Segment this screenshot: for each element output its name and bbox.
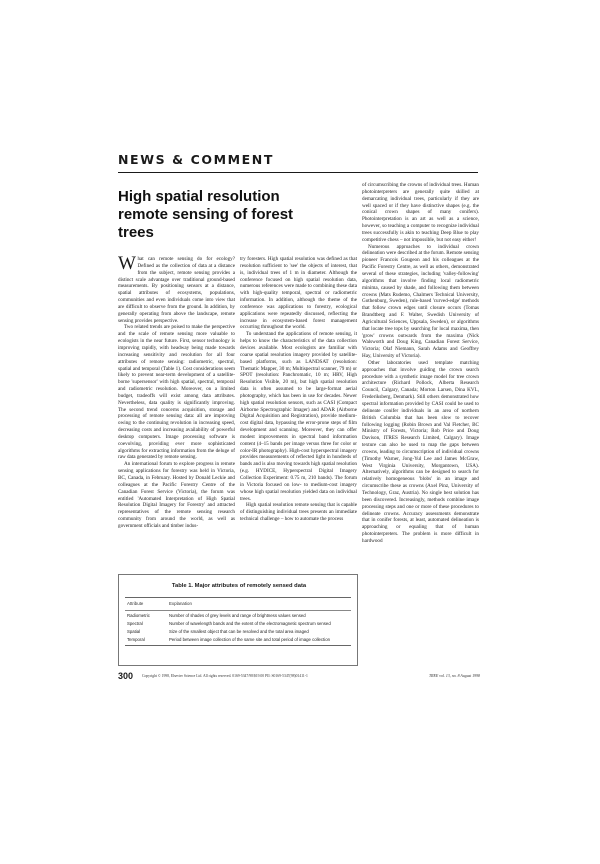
table-cell-attribute: Temporal (127, 637, 145, 642)
paragraph: High spatial resolution remote sensing that is capable of distinguishing individual trees presents an immediate technical challenge – how to automate the process (240, 502, 357, 523)
paragraph: of circumscribing the crowns of individual trees. Human photointerpreters are generally quite skilled at demarcating individual trees, particularly if they are well spaced or if they have distinctive shapes (e.g. the conical crown shapes of many conifers). Photointerpretation is an art as well as a science, however, so teaching a computer to recognize individual trees successfully is akin to teaching Deep Blue to play competitive chess – not impossible, but not easy either! (362, 182, 479, 243)
paragraph: Numerous approaches to individual crown delineation were described at the forum. Remote sensing pioneer Francois Gougeon and his colleagues at the Pacific Forestry Centre, as well as others, demonstrated several of these strategies, including 'valley-following' algorithms that involve finding local radiometric minima, caused by shade, and following them between crowns (Mats Rudemo, Chalmers Technical University, Gothenburg, Sweden), rule-based 'curved-edge' methods that follow crown edges until closure occurs (Tomas Brandtberg and F. Walter, Swedish University of Agricultural Sciences, Uppsala, Sweden), or algorithms that locate tree tops by searching for local maxima, then 'grow' crowns outwards from the maxima (Nick Walsworth and Doug King, Canadian Forest Service, Victoria; Olaf Niemann, Sarah Adams and Geoffrey Hay, University of Victoria). (362, 243, 479, 360)
paragraph: To understand the applications of remote sensing, it helps to know the characteristics of the data collection devices available. Most ecologists are familiar with coarse spatial resolution imagery provided by satellite-based platforms, such as LANDSAT (resolution: Thematic Mapper, 30 m; Multispectral scanner, 79 m) or SPOT (resolution: Panchromatic, 10 m; HRV, High Resolution Visible, 20 m), but high spatial resolution data is often assumed to be large-format aerial photography, which has been in use for decades. Newer high spatial resolution sensors, such as CASI (Compact Airborne Spectrographic Imager) and ADAR (Airborne Digital Acquisition and Registration), provide medium-cost digital data, bypassing the error-prone steps of film development and scanning. Moreover, they can offer modest improvements in spectral band information content (4–15 bands per image versus three for color or color-IR photography). High-cost hyperspectral imagery provides measurements of reflected light in hundreds of bands and is also moving towards high spatial resolution (e.g. HYDICE, Hyperspectral Digital Imagery Collection Experiment: 0.75 m, 210 bands). The forum in Victoria focused on low- to medium-cost imagery whose high spatial resolution yielded data on individual trees. (240, 331, 357, 502)
paragraph-text: hat can remote sensing do for ecology? Defined as the collection of data at a distance from the subject, remote sensing provides a distinct scale advantage over traditional ground-based measurements. By positioning sensors at a distance, spatial attributes of ecosystems, populations, communities and even individuals come into view that are difficult to observe from the ground. In addition, by generally operating from above the landscape, remote sensing provides perspective. (118, 256, 235, 324)
section-label: NEWS & COMMENT (118, 152, 274, 167)
table-cell-explanation: Number of shades of grey levels and range of brightness values sensed (169, 613, 306, 618)
body-column-1 (118, 253, 235, 530)
article-title: High spatial resolution remote sensing of forest trees (118, 188, 294, 241)
table-rule (125, 645, 351, 646)
paragraph: try foresters. High spatial resolution was defined as that resolution sufficient to 'see' the objects of interest, that is, individual trees of 1 m in diameter. Although the conference focused on high spatial resolution data, numerous references were made to combining these data with high-quality temporal, spectral or radiometric information. In addition, although the theme of the conference was applications to forestry, ecological applications were repeatedly discussed, reflecting the increase in ecosystem-based forest management occurring throughout the world. (240, 256, 357, 331)
table-cell-explanation: Number of wavelength bands and the extent of the electromagnetic spectrum sensed (169, 621, 331, 626)
table-cell-explanation: Period between image collection of the same site and total period of image collection (169, 637, 330, 642)
table-header-attribute: Attribute (127, 601, 144, 606)
drop-cap: W (118, 253, 136, 274)
paragraph (118, 253, 235, 324)
table-cell-attribute: Radiometric (127, 613, 150, 618)
table-rule (125, 597, 351, 598)
table-rule (125, 610, 351, 611)
table-header-explanation: Explanation (169, 601, 192, 606)
journal-citation: TREE vol. 13, no. 8 August 1998 (428, 674, 480, 678)
body-column-2 (240, 256, 357, 523)
section-header (118, 153, 478, 175)
table-title: Table 1. Major attributes of remotely sensed data (171, 583, 307, 589)
table-cell-attribute: Spatial (127, 629, 141, 634)
copyright-line: Copyright © 1998, Elsevier Science Ltd. All rights reserved. 0169-5347/98/$19.00 PII: S0169-5347(98)01411-1 (142, 674, 308, 678)
page-number: 300 (118, 671, 134, 681)
paragraph: An international forum to explore progress in remote sensing applications for forestry was held in Victoria, BC, Canada, in February. Hosted by Donald Leckie and colleagues at the Pacific Forestry Centre of the Canadian Forest Service (Victoria), the forum was entitled 'Automated Interpretation of High Spatial Resolution Digital Imagery for Forestry' and attracted representatives of the remote sensing research community from around the world, as well as government officials and timber indus- (118, 461, 235, 529)
section-rule (118, 172, 478, 173)
paragraph: Two related trends are poised to make the perspective and the scale of remote sensing more valuable to ecologists in the near future. First, sensor technology is improving rapidly, with headway being made towards increasing sensitivity and resolution for all four attributes of remote sensing: radiometric, spectral, spatial and temporal (Table 1). Cost considerations seem likely to prevent near-term development of a satellite-borne 'supersensor' with high spatial, spectral, temporal and radiometric resolution. Moreover, on a limited budget, tradeoffs will exist among data attributes. Nevertheless, data quality is significantly improving. The second trend concerns acquisition, storage and processing of remote sensing data: all are improving owing to the continuing revolution in increasing speed, decreasing costs and increasing availability of powerful desktop computers. Image processing software is coevolving, providing ever more sophisticated algorithms for extracting information from the deluge of raw data generated by remote sensing. (118, 324, 235, 461)
table-1 (118, 574, 358, 666)
table-cell-explanation: Size of the smallest object that can be resolved and the total area imaged (169, 629, 309, 634)
page-footer (118, 671, 480, 685)
body-column-3 (362, 182, 479, 545)
table-cell-attribute: Spectral (127, 621, 143, 626)
paragraph: Other laboratories used template matching approaches that involve guiding the crown search procedure with a synthetic image model for tree crown architecture (Richard Pollock, Alberta Research Council, Calgary, Canada; Morton Larsen, Dina KVL, Frederiksberg, Denmark). Still others demonstrated how spectral information provided by CASI could be used to delineate conifer individuals in an area of northern British Columbia that has been slow to recover following logging (Robin Brown and Val Fletcher, BC Ministry of Forests, Victoria; Rob Price and Doug Davison, ITRES Research Limited, Calgary). Image texture can also be used to map the gaps between crowns, leading to circumscription of individual crowns (Timothy Warner, Jong-Yul Lee and James McGraw, West Virginia University, Morgantown, USA). Alternatively, algorithms can be designed to search for relatively homogeneous 'blobs' in an image and circumscribe these as crowns (Axel Pinz, University of Technology, Graz, Austria). No single best solution has been discovered. Increasingly, methods combine image processing steps and one or more of these procedures to delineate crowns. Accuracy assessments demonstrate that in conifer forests, at least, automated delineation is approaching or equaling that of human photointerpreters. The problem is more difficult in hardwood (362, 359, 479, 544)
